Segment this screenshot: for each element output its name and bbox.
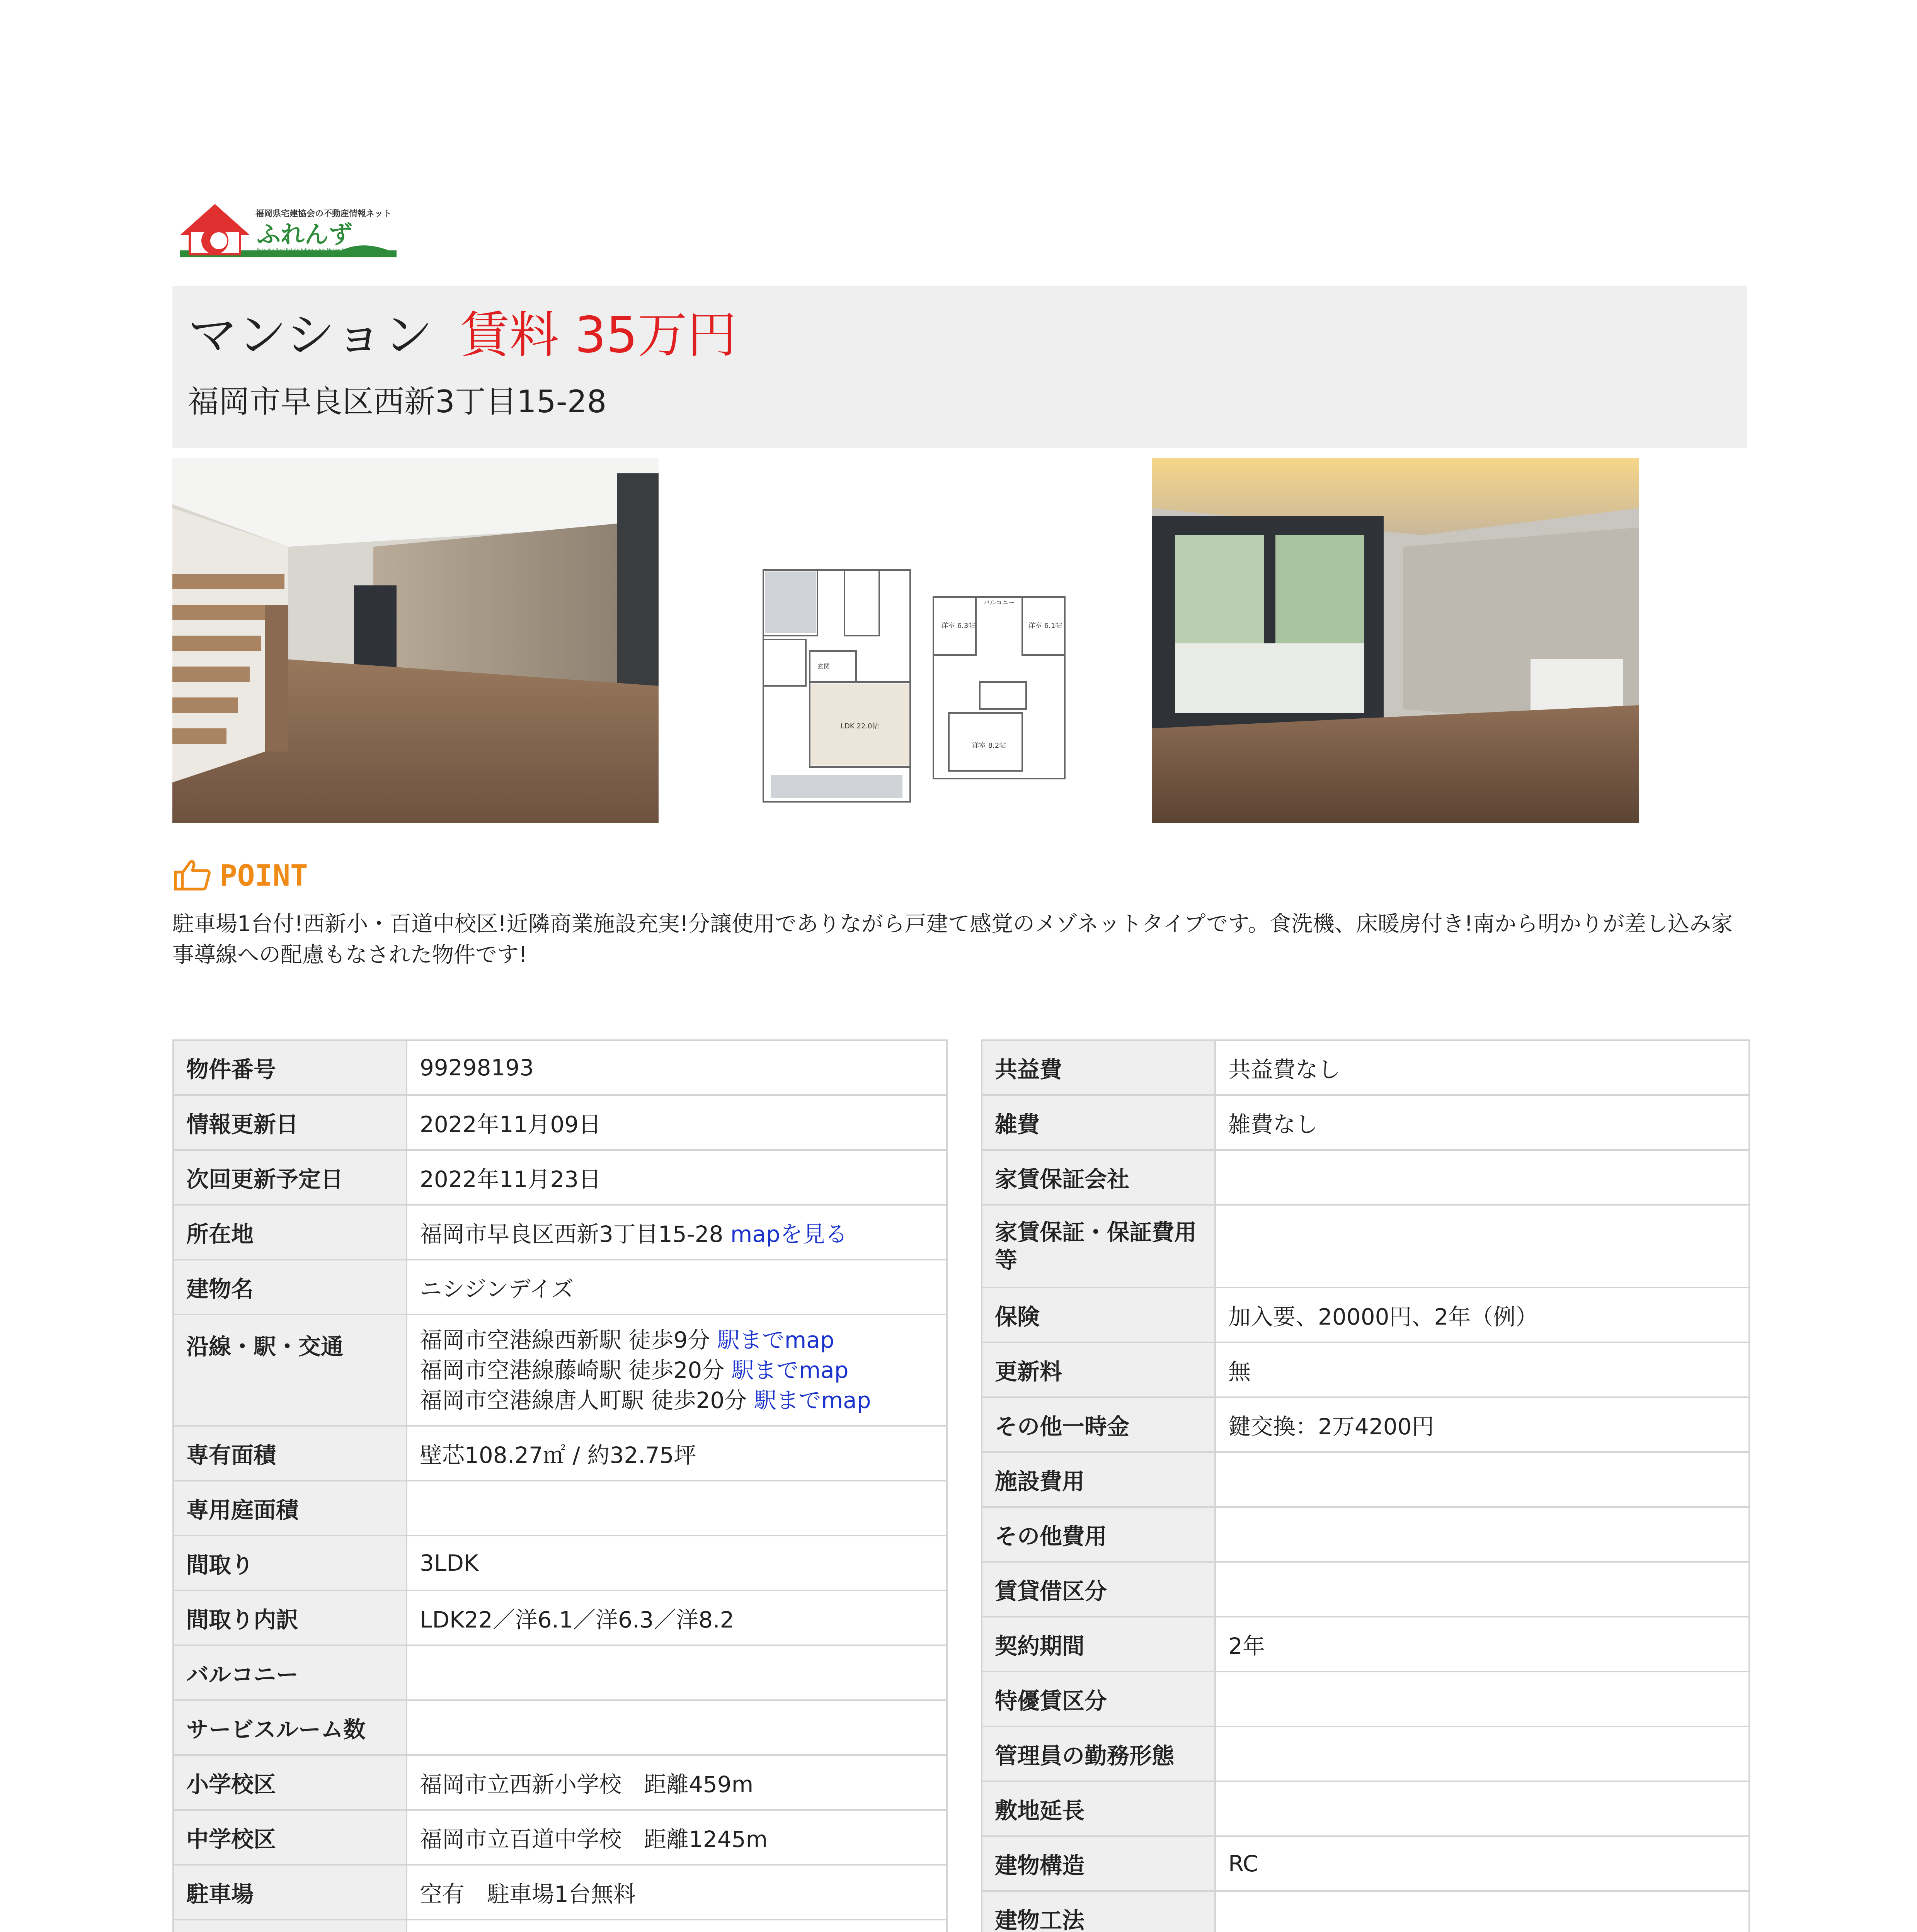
svg-text:洋室 6.1帖: 洋室 6.1帖: [1028, 622, 1062, 630]
spec-key: 所在地: [173, 1205, 407, 1260]
spec-key: その他一時金: [982, 1397, 1215, 1452]
table-row: [982, 1781, 1749, 1836]
spec-value: [1215, 1205, 1749, 1287]
spec-key: 間取り: [173, 1536, 407, 1590]
spec-value: 空有 駐車場1台無料: [407, 1865, 947, 1920]
spec-key: 共益費: [982, 1040, 1215, 1095]
listing-address: 福岡市早良区西新3丁目15-28: [188, 384, 607, 420]
spec-value: [1215, 1452, 1749, 1507]
access-text: 福岡市空港線西新駅 徒歩9分: [420, 1327, 710, 1353]
spec-key: 特優賃区分: [982, 1672, 1215, 1726]
interior-photo-living[interactable]: [1152, 458, 1639, 823]
table-row: [173, 1536, 947, 1590]
table-row: [173, 1920, 947, 1932]
access-line: [420, 1355, 934, 1385]
spec-key: 建物工法: [982, 1891, 1215, 1932]
site-logo[interactable]: [172, 192, 404, 266]
svg-text:玄関: 玄関: [817, 663, 830, 670]
spec-value: 無: [1215, 1342, 1749, 1397]
spec-value: 福岡市早良区西新3丁目15-28: [420, 1221, 724, 1247]
spec-key: 家賃保証・保証費用等: [982, 1205, 1215, 1287]
spec-value: 雑費なし: [1215, 1095, 1749, 1150]
interior-photo-staircase[interactable]: [172, 458, 659, 823]
spec-key: 賃貸借区分: [982, 1562, 1215, 1617]
spec-value: 2022年11月09日: [407, 1095, 947, 1150]
spec-value: 3LDK: [407, 1536, 947, 1590]
svg-text:Fukuoka Real Estate Informatio: Fukuoka Real Estate Information Network System: [257, 247, 362, 252]
spec-value: [1215, 1891, 1749, 1932]
spec-key: 沿線・駅・交通: [173, 1315, 407, 1426]
svg-text:洋室 8.2帖: 洋室 8.2帖: [972, 742, 1006, 750]
table-row: [982, 1836, 1749, 1891]
spec-key: [173, 1920, 407, 1932]
spec-value: [1215, 1150, 1749, 1205]
table-row: [982, 1095, 1749, 1150]
table-row: [173, 1426, 947, 1481]
property-spec-table-right: [981, 1039, 1750, 1932]
spec-value: [407, 1481, 947, 1536]
table-row: [982, 1452, 1749, 1507]
svg-text:洋室 6.3帖: 洋室 6.3帖: [941, 622, 976, 630]
point-heading: [172, 854, 308, 896]
access-cell: [407, 1315, 947, 1426]
access-text: 福岡市空港線藤崎駅 徒歩20分: [420, 1357, 725, 1383]
spec-value: [1215, 1672, 1749, 1726]
spec-value: [1215, 1562, 1749, 1617]
pointing-hand-icon: [172, 859, 211, 891]
spec-key: 小学校区: [173, 1755, 407, 1810]
table-row: [982, 1342, 1749, 1397]
table-row: [173, 1865, 947, 1920]
point-description: 駐車場1台付!西新小・百道中校区!近隣商業施設充実!分譲使用でありながら戸建て感覚のメゾネットタイプです。食洗機、床暖房付き!南から明かりが差し込み家事導線への配慮もなされた物件です!: [172, 912, 1733, 968]
svg-text:ふれんず: ふれんず: [257, 220, 353, 248]
property-number: 99298193: [407, 1040, 947, 1095]
point-label: POINT: [220, 858, 308, 893]
table-row: [173, 1260, 947, 1315]
spec-key: 間取り内訳: [173, 1590, 407, 1645]
station-map-link[interactable]: 駅までmap: [731, 1357, 849, 1383]
spec-key: 専有面積: [173, 1426, 407, 1481]
spec-key: 管理員の勤務形態: [982, 1726, 1215, 1781]
spec-key: 契約期間: [982, 1617, 1215, 1672]
listing-title: [188, 301, 737, 369]
table-row: [982, 1287, 1749, 1342]
access-text: 福岡市空港線唐人町駅 徒歩20分: [420, 1387, 747, 1413]
spec-value: [407, 1700, 947, 1755]
rent-price: 賃料 35万円: [460, 306, 737, 364]
table-row: [982, 1726, 1749, 1781]
table-row: [982, 1672, 1749, 1726]
map-link[interactable]: mapを見る: [730, 1221, 848, 1247]
table-row: [982, 1507, 1749, 1562]
spec-value: LDK22／洋6.1／洋6.3／洋8.2: [407, 1590, 947, 1645]
table-row: [982, 1397, 1749, 1452]
spec-value: 鍵交換：2万4200円: [1215, 1397, 1749, 1452]
spec-key: バルコニー: [173, 1645, 407, 1700]
table-row: [173, 1095, 947, 1150]
table-row: [173, 1315, 947, 1426]
table-row: [982, 1617, 1749, 1672]
station-map-link[interactable]: 駅までmap: [717, 1327, 834, 1353]
access-line: [420, 1325, 934, 1355]
spec-key: サービスルーム数: [173, 1700, 407, 1755]
svg-text:LDK 22.0帖: LDK 22.0帖: [841, 722, 879, 730]
spec-key: 中学校区: [173, 1810, 407, 1865]
table-row: [173, 1810, 947, 1865]
table-row: [173, 1700, 947, 1755]
spec-key: 建物名: [173, 1260, 407, 1315]
spec-key: 施設費用: [982, 1452, 1215, 1507]
floor-plan-image[interactable]: [756, 566, 1073, 813]
spec-key: 物件番号: [173, 1040, 407, 1095]
spec-key: 専用庭面積: [173, 1481, 407, 1536]
svg-text:バルコニー: バルコニー: [984, 599, 1015, 606]
spec-value: RC: [1215, 1836, 1749, 1891]
table-row: [173, 1755, 947, 1810]
table-row: [173, 1040, 947, 1095]
spec-key: その他費用: [982, 1507, 1215, 1562]
station-map-link[interactable]: 駅までmap: [754, 1387, 871, 1413]
address-cell: [407, 1205, 947, 1260]
table-row: [982, 1562, 1749, 1617]
spec-value: [1215, 1726, 1749, 1781]
spec-value: 壁芯108.27㎡ / 約32.75坪: [407, 1426, 947, 1481]
spec-value: 2022年11月23日: [407, 1150, 947, 1205]
spec-key: 次回更新予定日: [173, 1150, 407, 1205]
access-line: [420, 1385, 934, 1415]
spec-value: 共益費なし: [1215, 1040, 1749, 1095]
spec-key: 駐車場: [173, 1865, 407, 1920]
table-row: [982, 1040, 1749, 1095]
spec-key: 更新料: [982, 1342, 1215, 1397]
table-row: [982, 1205, 1749, 1287]
spec-value: 福岡市立西新小学校 距離459m: [407, 1755, 947, 1810]
spec-key: 雑費: [982, 1095, 1215, 1150]
spec-key: 保険: [982, 1287, 1215, 1342]
table-row: [173, 1590, 947, 1645]
spec-key: 敷地延長: [982, 1781, 1215, 1836]
table-row: [982, 1891, 1749, 1932]
listing-header: [172, 286, 1747, 448]
spec-value: 2年: [1215, 1617, 1749, 1672]
svg-text:福岡県宅建協会の不動産情報ネット: 福岡県宅建協会の不動産情報ネット: [255, 209, 392, 219]
spec-key: 家賃保証会社: [982, 1150, 1215, 1205]
spec-value: [1215, 1507, 1749, 1562]
spec-value: [1215, 1781, 1749, 1836]
spec-key: 建物構造: [982, 1836, 1215, 1891]
spec-value: 福岡市立百道中学校 距離1245m: [407, 1810, 947, 1865]
spec-value: [407, 1920, 947, 1932]
spec-value: [407, 1645, 947, 1700]
table-row: [982, 1150, 1749, 1205]
table-row: [173, 1645, 947, 1700]
table-row: [173, 1205, 947, 1260]
table-row: [173, 1150, 947, 1205]
spec-value: 加入要、20000円、2年（例）: [1215, 1287, 1749, 1342]
spec-key: 情報更新日: [173, 1095, 407, 1150]
table-row: [173, 1481, 947, 1536]
property-spec-table-left: [172, 1039, 948, 1932]
property-type: マンション: [188, 306, 433, 364]
spec-value: ニシジンデイズ: [407, 1260, 947, 1315]
